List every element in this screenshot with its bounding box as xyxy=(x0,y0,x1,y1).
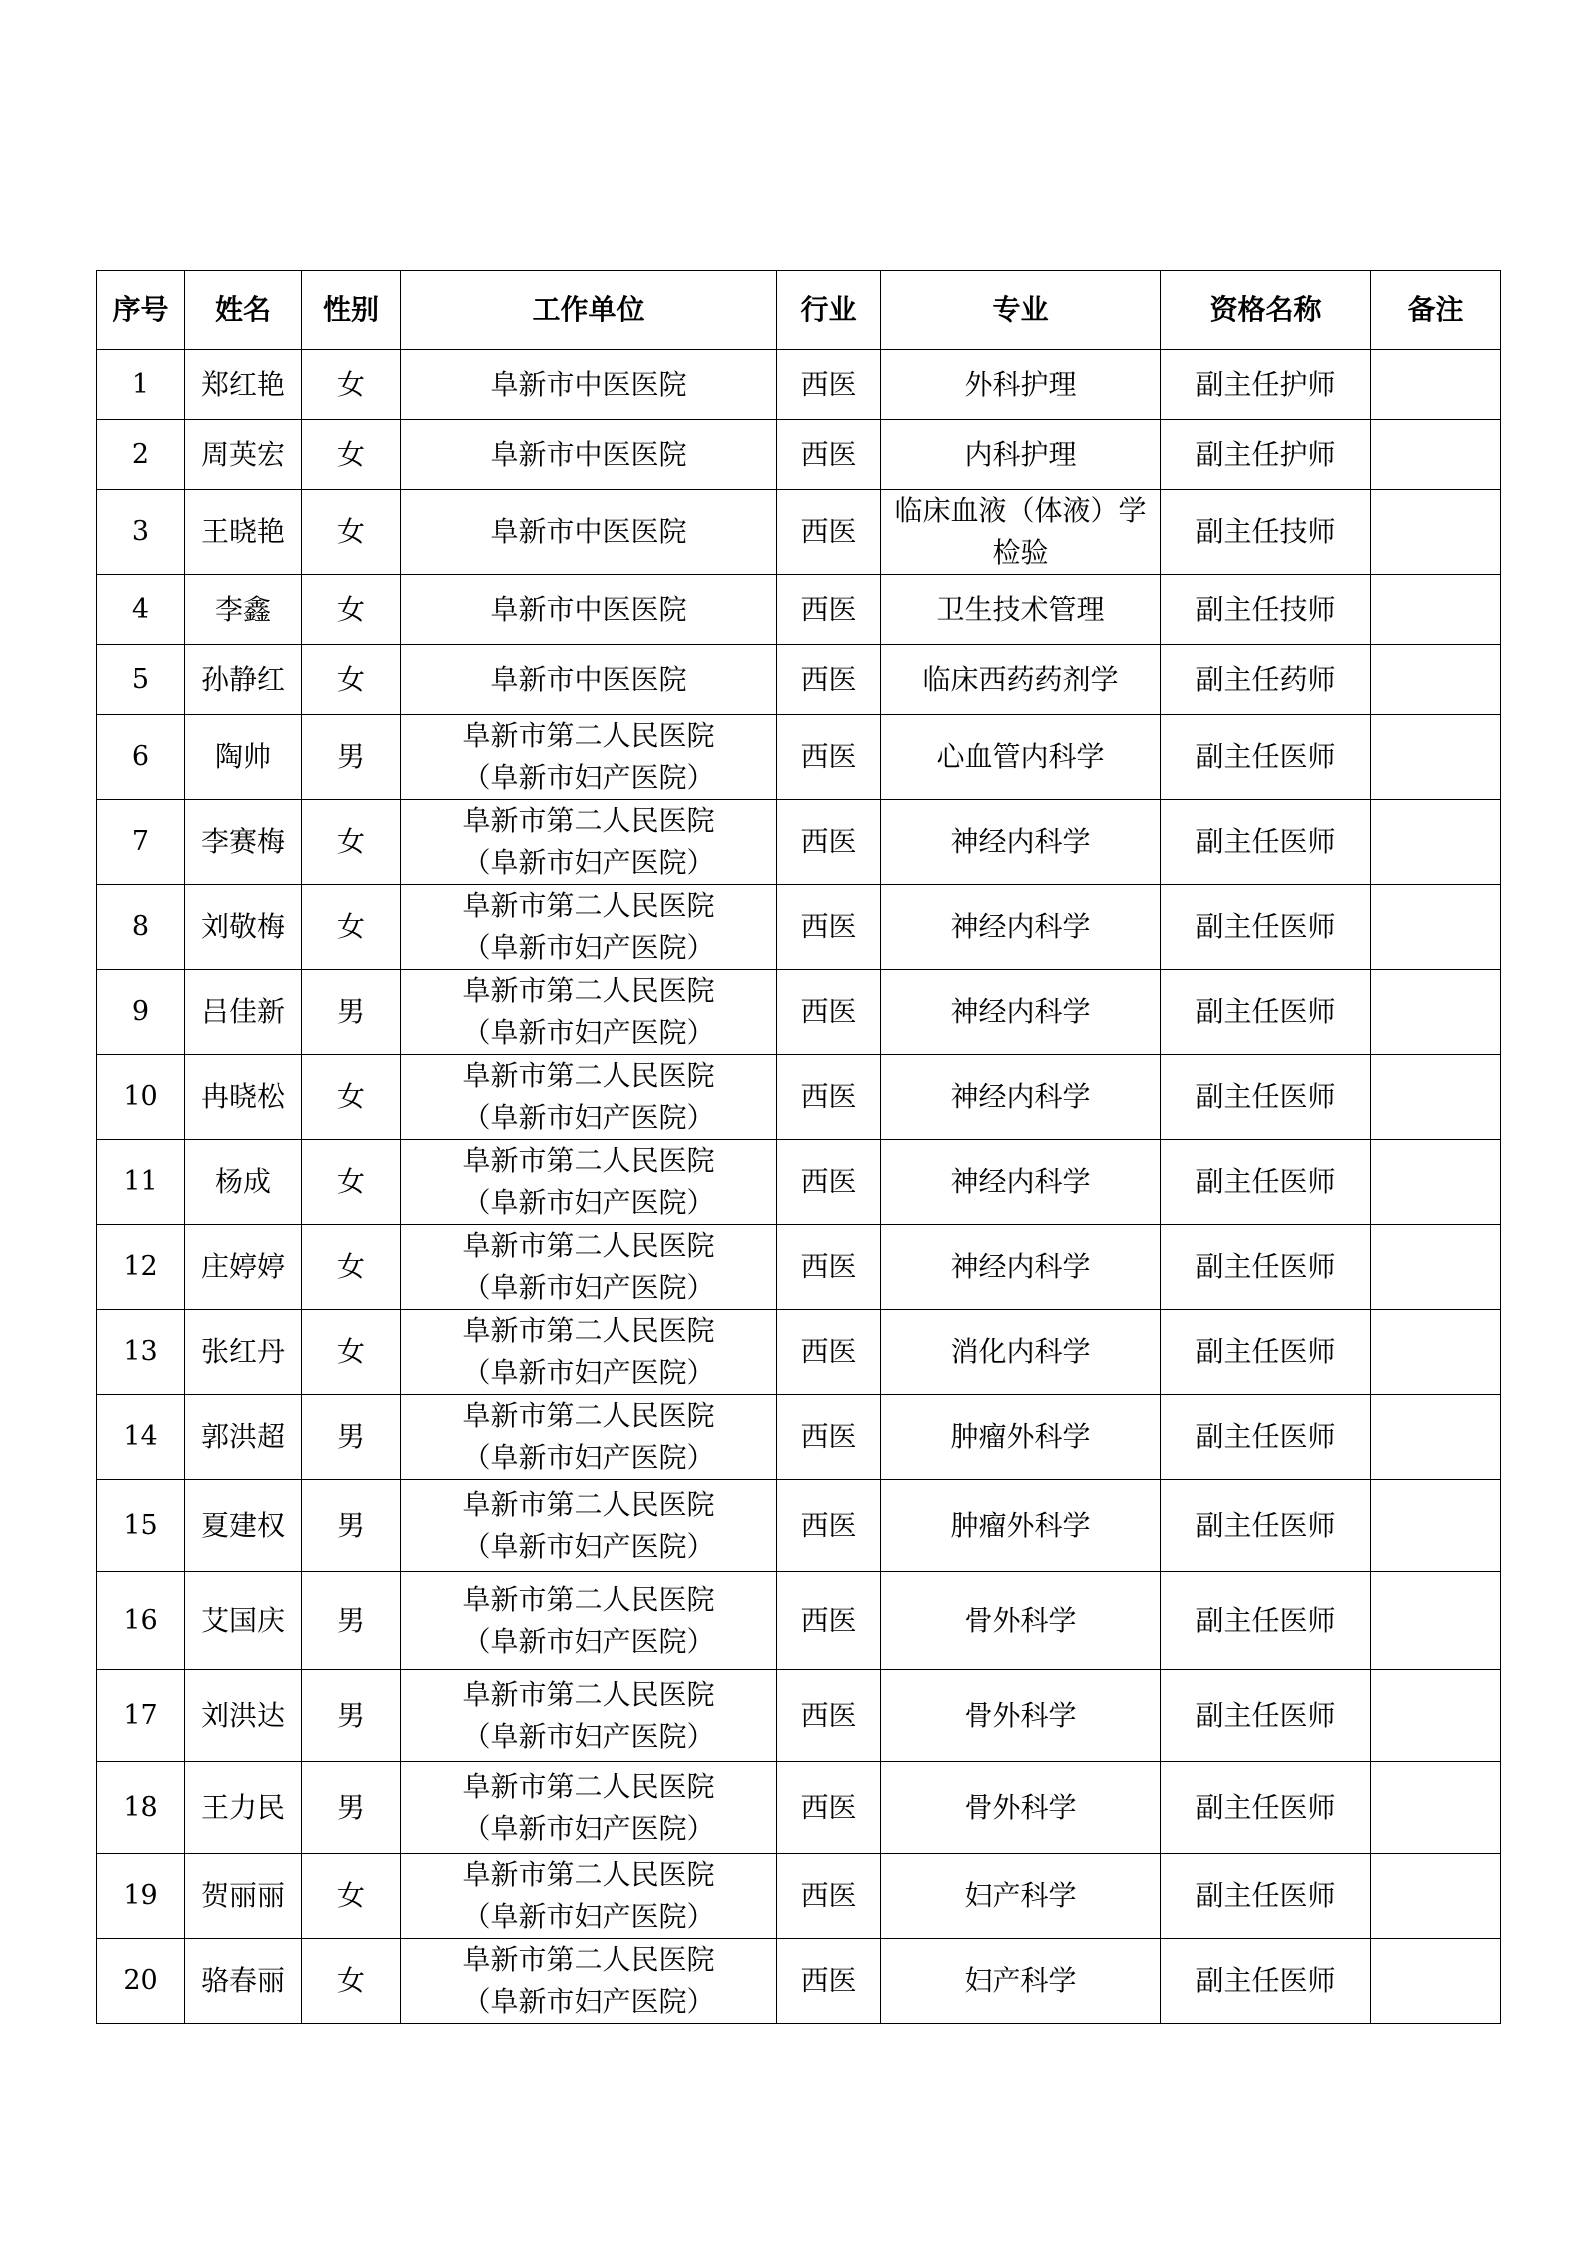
cell-major-line: 肿瘤外科学 xyxy=(950,1420,1091,1453)
cell-no: 7 xyxy=(97,800,185,885)
table-row xyxy=(97,1395,1501,1480)
cell-title: 副主任医师 xyxy=(1161,1854,1371,1939)
cell-title: 副主任医师 xyxy=(1161,1939,1371,2024)
header-industry: 行业 xyxy=(777,271,881,350)
cell-industry: 西医 xyxy=(777,1572,881,1670)
cell-gender: 女 xyxy=(302,1140,401,1225)
cell-major-line: 消化内科学 xyxy=(950,1335,1091,1368)
cell-unit-line: 阜新市中医医院 xyxy=(490,662,687,696)
cell-unit xyxy=(401,885,777,970)
cell-unit xyxy=(401,645,777,715)
cell-no: 9 xyxy=(97,970,185,1055)
cell-unit-line: 阜新市第二人民医院 xyxy=(462,1487,715,1521)
cell-unit xyxy=(401,1762,777,1854)
cell-industry: 西医 xyxy=(777,1225,881,1310)
cell-major-line: 神经内科学 xyxy=(950,910,1091,943)
cell-name: 王晓艳 xyxy=(185,490,302,575)
cell-major xyxy=(881,1762,1161,1854)
cell-industry: 西医 xyxy=(777,1762,881,1854)
cell-gender: 男 xyxy=(302,1572,401,1670)
cell-title: 副主任技师 xyxy=(1161,575,1371,645)
cell-industry: 西医 xyxy=(777,1055,881,1140)
header-gender: 性别 xyxy=(302,271,401,350)
cell-gender: 女 xyxy=(302,575,401,645)
table-row xyxy=(97,1762,1501,1854)
header-major: 专业 xyxy=(881,271,1161,350)
cell-gender: 男 xyxy=(302,1395,401,1480)
cell-major-line: 神经内科学 xyxy=(950,1165,1091,1198)
cell-gender: 女 xyxy=(302,1055,401,1140)
cell-name: 张红丹 xyxy=(185,1310,302,1395)
header-note: 备注 xyxy=(1371,271,1501,350)
table-row xyxy=(97,1310,1501,1395)
cell-note xyxy=(1371,1395,1501,1480)
cell-gender: 女 xyxy=(302,800,401,885)
cell-no: 1 xyxy=(97,350,185,420)
cell-name: 夏建权 xyxy=(185,1480,302,1572)
cell-title: 副主任护师 xyxy=(1161,350,1371,420)
cell-gender: 女 xyxy=(302,490,401,575)
cell-industry: 西医 xyxy=(777,1480,881,1572)
cell-title: 副主任医师 xyxy=(1161,1225,1371,1310)
cell-name: 吕佳新 xyxy=(185,970,302,1055)
cell-title: 副主任医师 xyxy=(1161,1140,1371,1225)
cell-industry: 西医 xyxy=(777,350,881,420)
cell-major xyxy=(881,1670,1161,1762)
cell-no: 4 xyxy=(97,575,185,645)
cell-name: 王力民 xyxy=(185,1762,302,1854)
cell-note xyxy=(1371,1140,1501,1225)
cell-no: 18 xyxy=(97,1762,185,1854)
cell-unit xyxy=(401,1572,777,1670)
cell-title: 副主任医师 xyxy=(1161,1480,1371,1572)
cell-unit xyxy=(401,970,777,1055)
cell-name: 李赛梅 xyxy=(185,800,302,885)
cell-unit-line: 阜新市第二人民医院 xyxy=(462,974,715,1007)
header-name: 姓名 xyxy=(185,271,302,350)
cell-note xyxy=(1371,645,1501,715)
cell-major xyxy=(881,715,1161,800)
cell-gender: 女 xyxy=(302,1310,401,1395)
cell-major-line: 骨外科学 xyxy=(964,1790,1077,1824)
cell-title: 副主任医师 xyxy=(1161,1310,1371,1395)
table-row xyxy=(97,1939,1501,2024)
cell-unit xyxy=(401,1480,777,1572)
cell-unit xyxy=(401,1140,777,1225)
cell-unit-line: 阜新市中医医院 xyxy=(490,437,687,471)
cell-industry: 西医 xyxy=(777,885,881,970)
cell-unit-line: （阜新市妇产医院） xyxy=(462,1529,715,1563)
cell-gender: 男 xyxy=(302,1670,401,1762)
cell-industry: 西医 xyxy=(777,1140,881,1225)
cell-major-line: 妇产科学 xyxy=(964,1879,1077,1912)
cell-title: 副主任药师 xyxy=(1161,645,1371,715)
cell-no: 17 xyxy=(97,1670,185,1762)
cell-gender: 女 xyxy=(302,885,401,970)
cell-name: 艾国庆 xyxy=(185,1572,302,1670)
cell-title: 副主任医师 xyxy=(1161,1670,1371,1762)
cell-note xyxy=(1371,1762,1501,1854)
cell-unit xyxy=(401,715,777,800)
cell-major xyxy=(881,1480,1161,1572)
cell-unit-line: （阜新市妇产医院） xyxy=(462,1811,715,1845)
cell-unit xyxy=(401,1225,777,1310)
table-row xyxy=(97,1670,1501,1762)
cell-gender: 男 xyxy=(302,970,401,1055)
cell-major xyxy=(881,800,1161,885)
cell-major-line: 神经内科学 xyxy=(950,1250,1091,1283)
cell-gender: 女 xyxy=(302,645,401,715)
cell-major xyxy=(881,1225,1161,1310)
cell-note xyxy=(1371,1480,1501,1572)
cell-title: 副主任医师 xyxy=(1161,1055,1371,1140)
cell-unit-line: 阜新市第二人民医院 xyxy=(462,1582,715,1616)
cell-unit-line: （阜新市妇产医院） xyxy=(462,761,715,794)
cell-industry: 西医 xyxy=(777,1310,881,1395)
cell-industry: 西医 xyxy=(777,715,881,800)
cell-gender: 男 xyxy=(302,1762,401,1854)
cell-unit-line: （阜新市妇产医院） xyxy=(462,1271,715,1304)
cell-unit-line: （阜新市妇产医院） xyxy=(462,1356,715,1389)
cell-unit-line: （阜新市妇产医院） xyxy=(462,1101,715,1134)
cell-major-line: 检验 xyxy=(992,536,1049,569)
cell-industry: 西医 xyxy=(777,1395,881,1480)
cell-no: 11 xyxy=(97,1140,185,1225)
cell-name: 庄婷婷 xyxy=(185,1225,302,1310)
cell-name: 贺丽丽 xyxy=(185,1854,302,1939)
cell-unit-line: 阜新市第二人民医院 xyxy=(462,1399,715,1432)
cell-unit-line: 阜新市第二人民医院 xyxy=(462,804,715,837)
cell-unit-line: 阜新市中医医院 xyxy=(490,592,687,626)
cell-no: 8 xyxy=(97,885,185,970)
table-row xyxy=(97,715,1501,800)
cell-unit-line: 阜新市第二人民医院 xyxy=(462,1314,715,1347)
cell-name: 周英宏 xyxy=(185,420,302,490)
cell-major xyxy=(881,1395,1161,1480)
cell-unit-line: 阜新市第二人民医院 xyxy=(462,1059,715,1092)
cell-major-line: 内科护理 xyxy=(964,437,1077,471)
cell-unit-line: 阜新市第二人民医院 xyxy=(462,1229,715,1262)
cell-no: 14 xyxy=(97,1395,185,1480)
cell-no: 5 xyxy=(97,645,185,715)
cell-note xyxy=(1371,970,1501,1055)
cell-unit-line: 阜新市第二人民医院 xyxy=(462,1769,715,1803)
cell-major-line: 心血管内科学 xyxy=(936,740,1105,773)
cell-gender: 女 xyxy=(302,350,401,420)
cell-major xyxy=(881,420,1161,490)
table-row xyxy=(97,645,1501,715)
cell-name: 郭洪超 xyxy=(185,1395,302,1480)
cell-industry: 西医 xyxy=(777,800,881,885)
table-row xyxy=(97,490,1501,575)
cell-name: 杨成 xyxy=(185,1140,302,1225)
cell-note xyxy=(1371,350,1501,420)
cell-title: 副主任医师 xyxy=(1161,970,1371,1055)
cell-no: 10 xyxy=(97,1055,185,1140)
cell-major-line: 卫生技术管理 xyxy=(936,592,1105,626)
cell-major xyxy=(881,645,1161,715)
cell-title: 副主任医师 xyxy=(1161,1572,1371,1670)
cell-note xyxy=(1371,1854,1501,1939)
cell-name: 郑红艳 xyxy=(185,350,302,420)
cell-unit-line: 阜新市第二人民医院 xyxy=(462,1144,715,1177)
table-row xyxy=(97,1140,1501,1225)
cell-major xyxy=(881,1939,1161,2024)
cell-unit xyxy=(401,800,777,885)
cell-unit-line: （阜新市妇产医院） xyxy=(462,1186,715,1219)
cell-gender: 女 xyxy=(302,1939,401,2024)
cell-major-line: 神经内科学 xyxy=(950,825,1091,858)
cell-name: 骆春丽 xyxy=(185,1939,302,2024)
cell-major xyxy=(881,350,1161,420)
cell-unit xyxy=(401,350,777,420)
cell-no: 12 xyxy=(97,1225,185,1310)
table-row xyxy=(97,1055,1501,1140)
cell-unit xyxy=(401,420,777,490)
cell-no: 2 xyxy=(97,420,185,490)
cell-note xyxy=(1371,1670,1501,1762)
header-no: 序号 xyxy=(97,271,185,350)
cell-note xyxy=(1371,885,1501,970)
cell-major-line: 肿瘤外科学 xyxy=(950,1508,1091,1542)
cell-industry: 西医 xyxy=(777,490,881,575)
cell-name: 刘洪达 xyxy=(185,1670,302,1762)
cell-major xyxy=(881,575,1161,645)
cell-unit-line: （阜新市妇产医院） xyxy=(462,1900,715,1933)
cell-major-line: 神经内科学 xyxy=(950,1080,1091,1113)
cell-unit-line: （阜新市妇产医院） xyxy=(462,931,715,964)
cell-industry: 西医 xyxy=(777,970,881,1055)
cell-note xyxy=(1371,1310,1501,1395)
cell-note xyxy=(1371,1572,1501,1670)
cell-major xyxy=(881,1055,1161,1140)
cell-industry: 西医 xyxy=(777,575,881,645)
cell-unit-line: 阜新市第二人民医院 xyxy=(462,1858,715,1891)
table-row xyxy=(97,1854,1501,1939)
cell-major xyxy=(881,490,1161,575)
cell-unit xyxy=(401,1670,777,1762)
table-row xyxy=(97,575,1501,645)
cell-title: 副主任医师 xyxy=(1161,1762,1371,1854)
cell-title: 副主任护师 xyxy=(1161,420,1371,490)
cell-unit xyxy=(401,1055,777,1140)
header-title: 资格名称 xyxy=(1161,271,1371,350)
table-row xyxy=(97,970,1501,1055)
header-row xyxy=(97,271,1501,350)
cell-unit xyxy=(401,490,777,575)
cell-no: 13 xyxy=(97,1310,185,1395)
cell-gender: 男 xyxy=(302,715,401,800)
cell-industry: 西医 xyxy=(777,1854,881,1939)
cell-unit-line: （阜新市妇产医院） xyxy=(462,1016,715,1049)
cell-industry: 西医 xyxy=(777,1670,881,1762)
cell-unit-line: （阜新市妇产医院） xyxy=(462,1624,715,1658)
cell-title: 副主任医师 xyxy=(1161,1395,1371,1480)
cell-major-line: 神经内科学 xyxy=(950,995,1091,1028)
cell-major xyxy=(881,1572,1161,1670)
cell-gender: 女 xyxy=(302,420,401,490)
cell-major xyxy=(881,970,1161,1055)
cell-title: 副主任技师 xyxy=(1161,490,1371,575)
table-row xyxy=(97,885,1501,970)
cell-major-line: 临床西药药剂学 xyxy=(922,662,1119,696)
cell-name: 孙静红 xyxy=(185,645,302,715)
cell-title: 副主任医师 xyxy=(1161,715,1371,800)
cell-no: 3 xyxy=(97,490,185,575)
cell-unit-line: （阜新市妇产医院） xyxy=(462,1719,715,1753)
cell-unit-line: 阜新市第二人民医院 xyxy=(462,889,715,922)
cell-title: 副主任医师 xyxy=(1161,800,1371,885)
table-row xyxy=(97,420,1501,490)
cell-note xyxy=(1371,1225,1501,1310)
cell-gender: 男 xyxy=(302,1480,401,1572)
cell-major xyxy=(881,1854,1161,1939)
cell-unit-line: 阜新市第二人民医院 xyxy=(462,1943,715,1976)
cell-note xyxy=(1371,1939,1501,2024)
cell-no: 6 xyxy=(97,715,185,800)
cell-gender: 女 xyxy=(302,1225,401,1310)
cell-unit xyxy=(401,1854,777,1939)
cell-unit-line: 阜新市中医医院 xyxy=(490,515,687,548)
cell-unit xyxy=(401,575,777,645)
cell-name: 陶帅 xyxy=(185,715,302,800)
cell-major-line: 骨外科学 xyxy=(964,1698,1077,1732)
cell-note xyxy=(1371,490,1501,575)
cell-major-line: 骨外科学 xyxy=(964,1603,1077,1637)
cell-unit-line: 阜新市第二人民医院 xyxy=(462,1677,715,1711)
cell-no: 16 xyxy=(97,1572,185,1670)
cell-name: 李鑫 xyxy=(185,575,302,645)
cell-major-line: 妇产科学 xyxy=(964,1964,1077,1997)
cell-major xyxy=(881,1140,1161,1225)
cell-unit xyxy=(401,1310,777,1395)
cell-name: 刘敬梅 xyxy=(185,885,302,970)
cell-no: 20 xyxy=(97,1939,185,2024)
table-row xyxy=(97,350,1501,420)
cell-no: 15 xyxy=(97,1480,185,1572)
cell-note xyxy=(1371,1055,1501,1140)
cell-major xyxy=(881,1310,1161,1395)
cell-major-line: 外科护理 xyxy=(964,367,1077,401)
qualification-table xyxy=(96,270,1501,2024)
table-row xyxy=(97,800,1501,885)
table-row xyxy=(97,1572,1501,1670)
cell-major xyxy=(881,885,1161,970)
cell-unit-line: （阜新市妇产医院） xyxy=(462,1441,715,1474)
cell-industry: 西医 xyxy=(777,645,881,715)
table-row xyxy=(97,1480,1501,1572)
cell-note xyxy=(1371,800,1501,885)
header-unit: 工作单位 xyxy=(401,271,777,350)
cell-industry: 西医 xyxy=(777,420,881,490)
cell-unit-line: 阜新市中医医院 xyxy=(490,367,687,401)
cell-title: 副主任医师 xyxy=(1161,885,1371,970)
cell-unit-line: （阜新市妇产医院） xyxy=(462,1985,715,2018)
cell-gender: 女 xyxy=(302,1854,401,1939)
cell-unit-line: （阜新市妇产医院） xyxy=(462,846,715,879)
cell-unit-line: 阜新市第二人民医院 xyxy=(462,719,715,752)
cell-unit xyxy=(401,1939,777,2024)
cell-industry: 西医 xyxy=(777,1939,881,2024)
cell-no: 19 xyxy=(97,1854,185,1939)
cell-unit xyxy=(401,1395,777,1480)
cell-note xyxy=(1371,420,1501,490)
cell-note xyxy=(1371,715,1501,800)
table-row xyxy=(97,1225,1501,1310)
cell-note xyxy=(1371,575,1501,645)
cell-name: 冉晓松 xyxy=(185,1055,302,1140)
cell-major-line: 临床血液（体液）学 xyxy=(894,494,1147,527)
